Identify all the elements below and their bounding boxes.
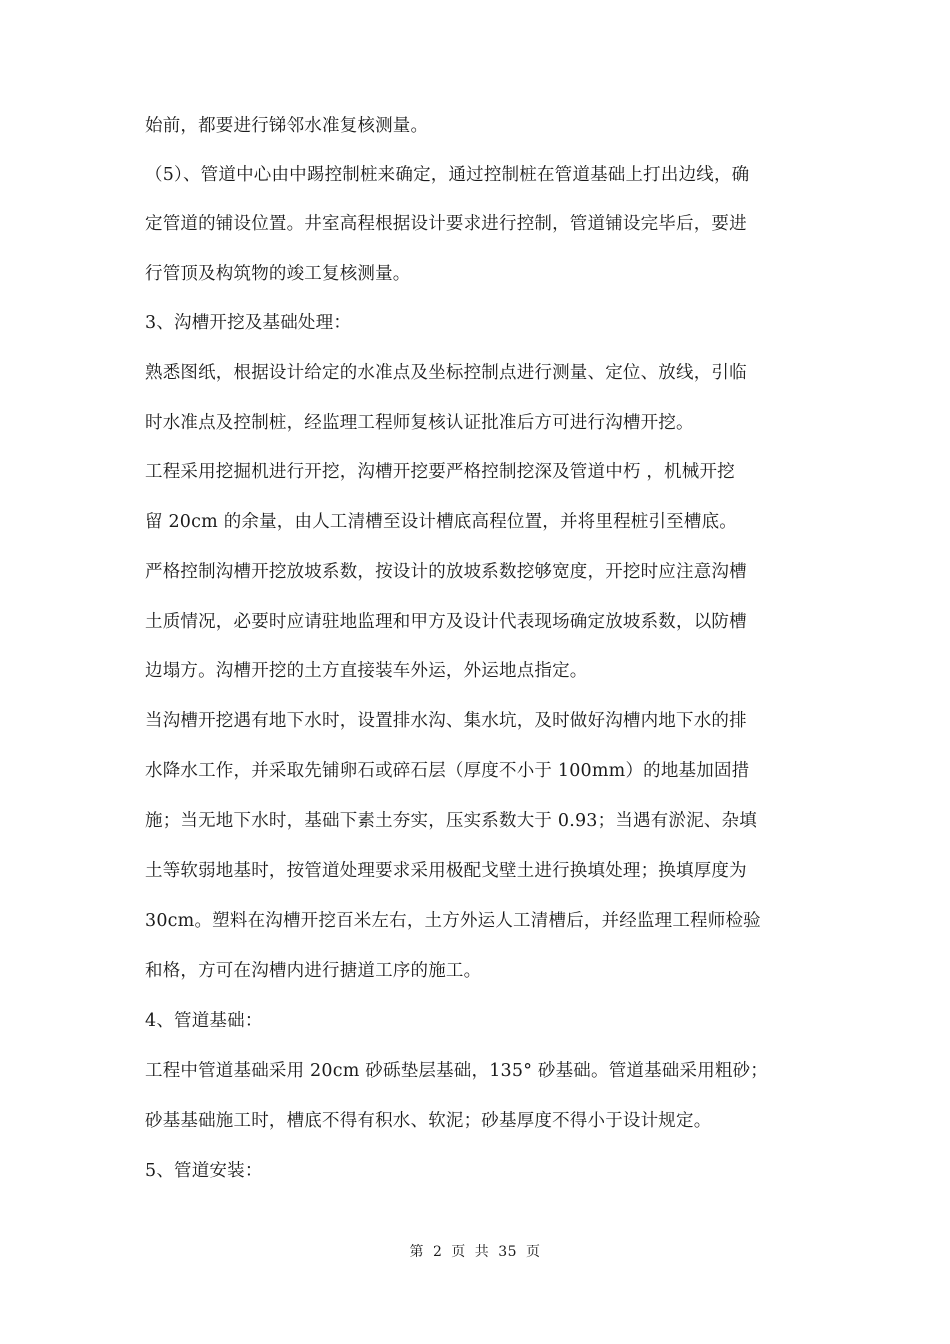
text-line: 时水准点及控制桩，经监理工程师复核认证批准后方可进行沟槽开挖。 bbox=[145, 413, 694, 433]
section-heading: 4、管道基础： bbox=[145, 1011, 263, 1031]
section-heading: 5、管道安装： bbox=[145, 1161, 263, 1181]
text-line: 边塌方。沟槽开挖的土方直接装车外运，外运地点指定。 bbox=[145, 661, 588, 681]
text-line: 土等软弱地基时，按管道处理要求采用极配戈壁土进行换填处理；换填厚度为 bbox=[145, 861, 747, 881]
text-line: 定管道的铺设位置。井室高程根据设计要求进行控制，管道铺设完毕后，要进 bbox=[145, 214, 747, 234]
text-line: 始前，都要进行锑邻水准复核测量。 bbox=[145, 116, 429, 136]
text-line: 施；当无地下水时，基础下素土夯实，压实系数大于 0.93；当遇有淤泥、杂填 bbox=[145, 811, 757, 831]
text-line: 土质情况，必要时应请驻地监理和甲方及设计代表现场确定放坡系数，以防槽 bbox=[145, 612, 747, 632]
section-heading: 3、沟槽开挖及基础处理： bbox=[145, 313, 352, 333]
text-line: 严格控制沟槽开挖放坡系数，按设计的放坡系数挖够宽度，开挖时应注意沟槽 bbox=[145, 562, 747, 582]
text-line: 当沟槽开挖遇有地下水时，设置排水沟、集水坑，及时做好沟槽内地下水的排 bbox=[145, 711, 747, 731]
page-number-footer: 第 2 页 共 35 页 bbox=[409, 1244, 541, 1260]
text-line: 行管顶及构筑物的竣工复核测量。 bbox=[145, 264, 411, 284]
text-line: 熟悉图纸，根据设计给定的水准点及坐标控制点进行测量、定位、放线，引临 bbox=[145, 363, 747, 383]
text-line: 工程中管道基础采用 20cm 砂砾垫层基础，135° 砂基础。管道基础采用粗砂； bbox=[145, 1061, 769, 1081]
text-line: 留 20cm 的余量，由人工清槽至设计槽底高程位置，并将里程桩引至槽底。 bbox=[145, 512, 737, 532]
text-line: （5）、管道中心由中踢控制桩来确定，通过控制桩在管道基础上打出边线，确 bbox=[145, 165, 750, 185]
text-line: 水降水工作，并采取先铺卵石或碎石层（厚度不小于 100mm）的地基加固措 bbox=[145, 761, 750, 781]
text-line: 和格，方可在沟槽内进行搪道工序的施工。 bbox=[145, 961, 482, 981]
text-line: 工程采用挖掘机进行开挖，沟槽开挖要严格控制挖深及管道中朽 ，机械开挖 bbox=[145, 462, 735, 482]
text-line: 30cm。塑料在沟槽开挖百米左右，土方外运人工清槽后，并经监理工程师检验 bbox=[145, 911, 761, 931]
text-line: 砂基基础施工时，槽底不得有积水、软泥；砂基厚度不得小于设计规定。 bbox=[145, 1111, 712, 1131]
